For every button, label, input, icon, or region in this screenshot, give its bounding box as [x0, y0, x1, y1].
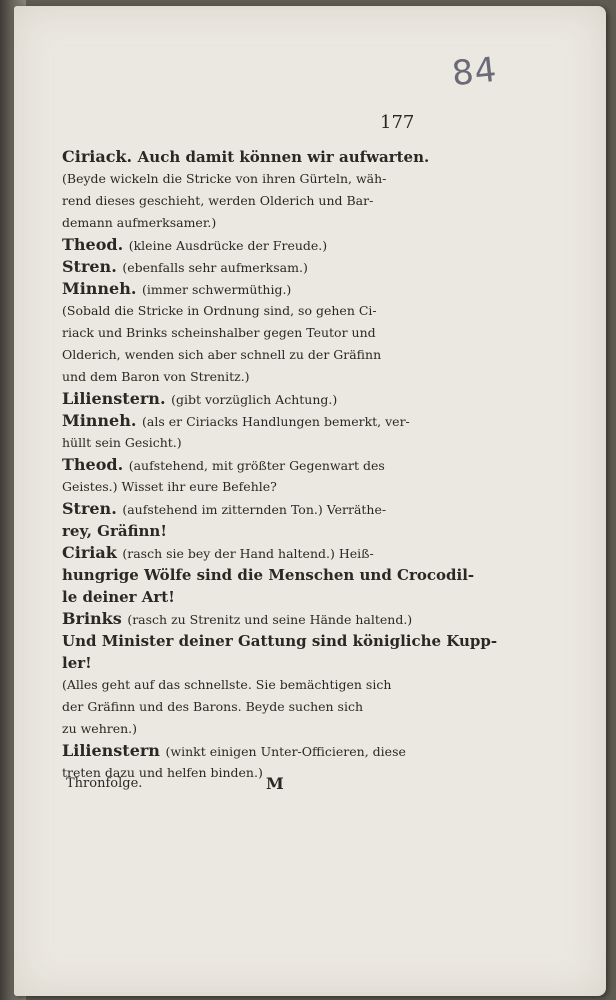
text-line	[62, 366, 412, 388]
stage-direction: und dem Baron von Strenitz.)	[62, 369, 250, 384]
text-line	[62, 586, 412, 608]
stage-direction: demann aufmerksamer.)	[62, 215, 217, 230]
catchword: Thronfolge.	[66, 776, 143, 791]
stage-direction: hüllt sein Gesicht.)	[62, 435, 182, 450]
stage-direction: (kleine Ausdrücke der Freude.)	[128, 238, 328, 253]
text-line	[62, 564, 475, 586]
page-number: 177	[380, 112, 415, 133]
text-line	[62, 740, 412, 762]
speaker-name: Ciriak	[62, 543, 123, 562]
speaker-name: Ciriack.	[62, 147, 138, 166]
text-line	[62, 432, 412, 454]
stage-direction: (als er Ciriacks Handlungen bemerkt, ver-	[142, 414, 410, 429]
text-line	[62, 300, 412, 322]
text-line	[62, 542, 412, 564]
stage-direction: (winkt einigen Unter-Officieren, diese	[165, 744, 406, 759]
handwritten-page-note: 84	[450, 49, 500, 95]
text-line	[62, 146, 430, 168]
spoken-line: ler!	[62, 654, 92, 672]
speaker-name: Minneh.	[62, 411, 143, 430]
signature-mark: M	[266, 774, 284, 793]
text-line	[62, 674, 412, 696]
text-line	[62, 520, 412, 542]
speaker-name: Lilienstern.	[62, 389, 172, 408]
stage-direction: (rasch zu Strenitz und seine Hände haltend.)	[127, 612, 413, 627]
text-line	[62, 322, 412, 344]
text-line	[62, 212, 412, 234]
stage-direction: (immer schwermüthig.)	[142, 282, 292, 297]
text-line	[62, 168, 412, 190]
stage-direction: (Alles geht auf das schnellste. Sie bemächtigen sich	[62, 677, 392, 692]
stage-direction: (Sobald die Stricke in Ordnung sind, so gehen Ci-	[62, 303, 377, 318]
spoken-line: le deiner Art!	[62, 588, 175, 606]
text-line	[62, 498, 412, 520]
stage-direction: (rasch sie bey der Hand haltend.) Heiß-	[122, 546, 374, 561]
spoken-line: Auch damit können wir aufwarten.	[137, 148, 430, 166]
stage-direction: (ebenfalls sehr aufmerksam.)	[122, 260, 308, 275]
text-line	[62, 718, 412, 740]
stage-direction: der Gräfinn und des Barons. Beyde suchen sich	[62, 699, 364, 714]
spoken-line: hungrige Wölfe sind die Menschen und Crocodil-	[62, 566, 475, 584]
stage-direction: treten dazu und helfen binden.)	[62, 765, 263, 780]
speaker-name: Stren.	[62, 257, 123, 276]
text-line	[62, 410, 412, 432]
speaker-name: Theod.	[62, 235, 129, 254]
stage-direction: (aufstehend, mit größter Gegenwart des	[128, 458, 385, 473]
stage-direction: (aufstehend im zitternden Ton.) Verräthe-	[122, 502, 387, 517]
text-line	[62, 388, 412, 410]
text-line	[62, 454, 412, 476]
text-line	[62, 256, 412, 278]
speaker-name: Minneh.	[62, 279, 143, 298]
speaker-name: Brinks	[62, 609, 128, 628]
spoken-line: rey, Gräfinn!	[62, 522, 167, 540]
stage-direction: Olderich, wenden sich aber schnell zu der Gräfinn	[62, 347, 382, 362]
text-line	[62, 344, 412, 366]
text-line	[62, 652, 412, 674]
text-line	[62, 278, 412, 300]
text-line	[62, 630, 498, 652]
stage-direction: riack und Brinks scheinshalber gegen Teutor und	[62, 325, 376, 340]
speaker-name: Theod.	[62, 455, 129, 474]
stage-direction: (Beyde wickeln die Stricke von ihren Gürteln, wäh-	[62, 171, 387, 186]
text-line	[62, 476, 412, 498]
speaker-name: Lilienstern	[62, 741, 166, 760]
stage-direction: zu wehren.)	[62, 721, 138, 736]
stage-direction: rend dieses geschieht, werden Olderich und Bar-	[62, 193, 374, 208]
text-line	[62, 608, 412, 630]
text-line	[62, 696, 412, 718]
play-text-block	[62, 146, 498, 784]
page-footer	[66, 776, 366, 800]
stage-direction: (gibt vorzüglich Achtung.)	[171, 392, 338, 407]
text-line	[62, 190, 412, 212]
spoken-line: Und Minister deiner Gattung sind königliche Kupp-	[62, 632, 498, 650]
text-line	[62, 234, 412, 256]
stage-direction: Geistes.) Wisset ihr eure Befehle?	[62, 479, 277, 494]
speaker-name: Stren.	[62, 499, 123, 518]
